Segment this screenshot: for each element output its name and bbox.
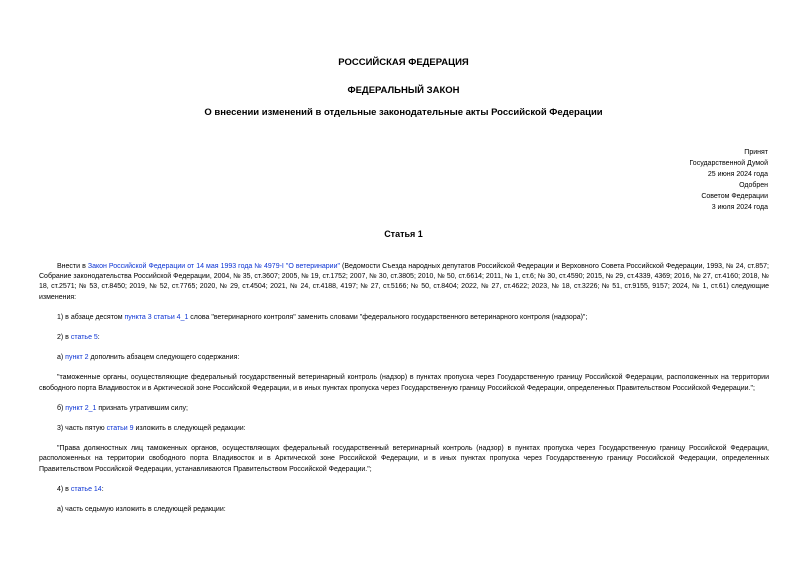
article-4-1-link[interactable]: пункта 3 статьи 4_1	[124, 313, 189, 321]
law-link[interactable]: Закон Российской Федерации от 14 мая 1993 года № 4979-I	[87, 263, 284, 270]
text: изложить в следующей редакции:	[133, 425, 246, 433]
article-heading: Статья 1	[384, 229, 423, 239]
paragraph-quote-2: "Права должностных лиц таможенных органов, осуществляющих федеральный государственный ветеринарный контроль (надзор) в пунктах пропуска через Государственную границу Российской Федерации, расположенных на территории свободного порта Владивосток и в Арктической зоне Российской Федерации, и в иных пунктах пропуска через Государственную границу Российской Федерации, определенных Правительством Российской Федерации, устанавливаются Правительством Российской Федерации.";	[39, 445, 769, 473]
text: 3) часть пятую	[57, 425, 107, 433]
text: слова "ветеринарного контроля" заменить словами "федерального государственного ветеринарного контроля (надзора)";	[188, 313, 588, 321]
paragraph-quote-1: "таможенные органы, осуществляющие федеральный государственный ветеринарный контроль (надзор) в пунктах пропуска через Государственную границу Российской Федерации, расположенных на территории свободного порта Владивосток и в Арктической зоне Российской Федерации, и в иных пунктах пропуска через Государственную границу Российской Федерации, определенных Правительством Российской Федерации.";	[39, 374, 769, 392]
article-14-link[interactable]: статье 14	[70, 485, 102, 493]
country-heading: РОССИЙСКАЯ ФЕДЕРАЦИЯ	[338, 57, 469, 68]
article-5-link[interactable]: статье 5	[70, 334, 98, 342]
text: а)	[57, 354, 66, 362]
paragraph-intro	[39, 262, 769, 303]
text: 1) в абзаце десятом	[57, 313, 125, 321]
text: дополнить абзацем следующего содержания:	[88, 354, 240, 362]
text: признать утратившим силу;	[96, 404, 188, 412]
paragraph-item-2b	[39, 404, 769, 414]
text: б)	[57, 404, 66, 412]
text: 4) в	[57, 485, 71, 493]
paragraph-item-2	[39, 333, 769, 343]
article-body	[39, 262, 769, 525]
text: 2) в	[57, 334, 71, 342]
document-type-heading: ФЕДЕРАЛЬНЫЙ ЗАКОН	[347, 85, 460, 96]
approved-label: Одобрен	[739, 182, 768, 189]
article-9-link[interactable]: статьи 9	[106, 425, 134, 433]
point-2-1-link[interactable]: пункт 2_1	[65, 404, 97, 412]
law-title-link[interactable]: "О ветеринарии"	[285, 263, 340, 270]
text: :	[101, 485, 104, 493]
text: Внести в	[57, 263, 88, 270]
approved-date: 3 июля 2024 года	[711, 204, 768, 211]
adopted-date: 25 июня 2024 года	[707, 171, 768, 178]
adopted-by: Государственной Думой	[689, 160, 768, 167]
text: (Ведомости Съезда народных депутатов Российской Федерации и Верховного Совета Российской Федерации, 1993, № 24, ст.857; Собрание законодательства Российской Федерации, 2004, № 35, ст.3607; 2005, № 19, ст.1752; 2007, № 30, ст.3805; 2010, № 50, ст.6614; 2011, № 1, ст.6; № 30, ст.4590; 2015, № 29, ст.4339, 4369; 2016, № 27, ст.4160; 2018, № 18, ст.2571; № 53, ст.8450; 2019, № 52, ст.7765; 2020, № 29, ст.4504; 2021, № 24, ст.4188, 4197; № 27, ст.5166; № 50, ст.8404; 2022, № 27, ст.4622; 2023, № 18, ст.3226; № 51, ст.9155, 9157; 2024, № 1, ст.61) следующие изменения:	[39, 263, 769, 301]
paragraph-item-1	[39, 313, 769, 323]
adopted-label: Принят	[744, 149, 768, 156]
paragraph-item-4	[39, 485, 769, 495]
text: :	[97, 334, 100, 342]
point-2-link[interactable]: пункт 2	[65, 354, 89, 362]
paragraph-item-3	[39, 424, 769, 434]
adoption-block	[689, 147, 768, 213]
paragraph-item-4a: а) часть седьмую изложить в следующей редакции:	[57, 506, 226, 514]
document-title: О внесении изменений в отдельные законодательные акты Российской Федерации	[204, 107, 603, 118]
approved-by: Советом Федерации	[701, 193, 768, 200]
paragraph-item-2a	[39, 353, 769, 363]
